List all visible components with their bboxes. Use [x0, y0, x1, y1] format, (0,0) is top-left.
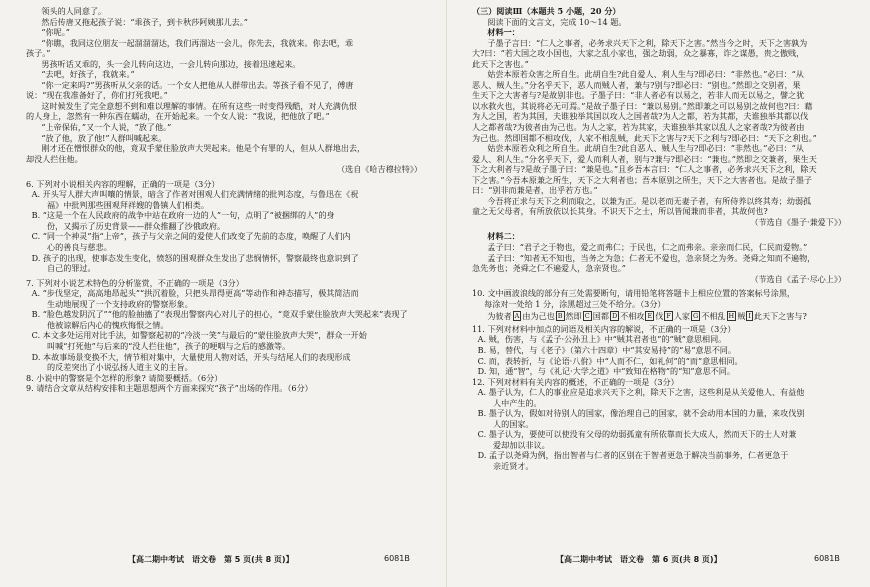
option: C. 墨子认为，要使可以使没有父母的幼弱孤童有所依靠而长大成人，然而天下的士人对兼 — [477, 429, 797, 440]
text-line: 却没人拦住他。 — [26, 153, 83, 164]
sentence-fragment: 国都 — [592, 311, 609, 322]
option-continued: 心的善良与慈悲。 — [47, 242, 112, 253]
right-page-code: 6081B — [814, 554, 840, 563]
question-6 — [26, 179, 426, 274]
story-text — [26, 6, 426, 164]
answer-box-g: G — [693, 312, 699, 321]
text-line: 的人身上，忽然有一种东西在蠕动，在开始起来。一个女人说：“我说，把他放了吧。” — [26, 111, 330, 122]
question-10-sentence — [472, 311, 850, 322]
material-1-source: （节选自《墨子·兼爱下》） — [750, 216, 846, 227]
option: C. “同一个神灵”指“上帝”，孩子与父亲之间的爱使人们改变了先前的态度，唤醒了人们内 — [31, 231, 351, 242]
text-line: 大?曰：“若大国之攻小国也，大家之乱小家也，强之劫弱，众之暴寡，诈之谋愚，贵之傲贱， — [472, 48, 805, 59]
text-line: 人之都者哉?为彼者由为己也。为人之家，若为其家，夫谁独举其家以乱人之家者哉?为彼者由 — [472, 122, 805, 133]
option-continued: 生动地展现了一个支持政府的警察形象。 — [47, 298, 193, 309]
option: B. “脸色越发阴沉了”“他的脸抽搐了”表现出警察内心对儿子的担心，“竟双手蒙住脸放声大哭起来”表现了 — [31, 309, 408, 320]
answer-box-d: D — [611, 312, 618, 321]
text-line: 童之无父母者，有所放依以长其身。不识天下之士，所以皆闻兼而非者，其故何也? — [472, 206, 768, 217]
text-line: 恶人、贼人生。”分名乎天下，恶人而贼人者，兼与?别与?即必曰：“别也。”然即之交别者，果 — [472, 79, 801, 90]
option-continued: 亲近贤才。 — [493, 460, 534, 471]
material-2-source: （节选自《孟子·尽心上》） — [750, 273, 846, 284]
text-line: 曰：“别非而兼是者，出乎若方也。” — [472, 185, 598, 196]
option-continued: 人的国家。 — [493, 418, 534, 429]
text-line: 姑尝本原若众害之所自生。此胡自生?此自爱人、利人生与?即必曰：“非然也。”必曰：“从 — [487, 69, 804, 80]
text-line: 今吾将正求与天下之利而取之，以兼为正。是以老而无妻子者，有所侍养以终其寿；幼弱孤 — [487, 195, 812, 206]
text-line: 领头的人同意了。 — [41, 6, 107, 16]
left-page-code: 6081B — [384, 554, 410, 563]
text-line: “去吧，好孩子，我就来。” — [41, 69, 135, 80]
question-stem: 6. 下列对小说相关内容的理解，正确的一项是（3分） — [26, 178, 220, 189]
answer-box-e: E — [647, 312, 653, 321]
left-footer: 【高二期中考试 语文卷 第 5 页(共 8 页)】 — [128, 555, 294, 564]
answer-box-c: C — [584, 312, 590, 321]
text-line: 为人之国，若为其国，夫谁独举其国以攻人之国者哉?为人之都，若为其都，夫谁独举其都以伐 — [472, 111, 809, 122]
text-line: 男孩听话又乖的，头一会儿转向这边，一会儿转向那边，接着迅速起来。 — [41, 58, 301, 69]
text-line: “你呢。” — [41, 27, 70, 38]
question-10-stem: 10. 文中画波浪线的部分有三处需要断句，请用铅笔将答题卡上相应位置的答案标号涂黑， — [472, 288, 796, 299]
option-continued: 叫喊“打死他”与后来的“没人拦住他”，孩子的哽咽与之后的感激等。 — [47, 340, 291, 351]
sentence-fragment: 伐 — [655, 311, 664, 322]
option-continued: 人中产生的。 — [493, 397, 542, 408]
sentence-fragment: 由为己也 — [522, 311, 555, 322]
option: B. “这是一个在人民政府的战争中站在政府一边的人”一句，点明了“被捆绑的人”的身 — [31, 210, 335, 221]
reading-instruction: 阅读下面的文言文，完成 10～14 题。 — [487, 16, 627, 27]
option-continued: 自己的罪过。 — [47, 263, 96, 274]
text-line: 下之大利者与?是故子墨子曰：“兼是也。”且乡吾本言曰：“仁人之事者，必务求兴天下之利，除天 — [472, 164, 817, 175]
text-line: 爱人、利人生。”分名乎天下，爱人而利人者，别与?兼与?即必曰：“兼也。”然即之交兼者，果生天 — [472, 153, 817, 164]
text-line: “你一定来吗?”男孩听从父亲的话。一个女人把他从人群带出去。等孩子看不见了，傅唐 — [41, 79, 354, 90]
sentence-fragment: 为彼者 — [487, 311, 512, 322]
text-line: 子墨子言曰：“仁人之事者，必务求兴天下之利，除天下之害。”然当今之时，天下之害孰为 — [487, 37, 808, 48]
option: B. 易，替代，与《老子》（第六十四章）中“其安易持”的“易”意思不同。 — [477, 344, 736, 355]
option: A. 开头写人群大声叫嚷的情景，暗含了作者对围观人们充满情绪的批判态度，与鲁迅在《祝 — [31, 189, 359, 200]
question-10 — [472, 288, 850, 322]
option-continued: 爱却加以非议。 — [493, 439, 550, 450]
right-footer: 【高二期中考试 语文卷 第 6 页(共 8 页)】 — [556, 555, 722, 564]
sentence-fragment: 人家 — [673, 311, 691, 322]
option-continued: 福》中批判那些围观拜祥嫂的鲁镇人们相类。 — [47, 199, 209, 210]
question-12 — [472, 377, 850, 472]
option: C. 本文多处运用对比手法，如警察起初的“冷淡一笑”与最后的“蒙住脸放声大哭”，群众一开始 — [31, 330, 367, 341]
sentence-fragment: 不相攻 — [620, 311, 645, 322]
option: A. 墨子认为，仁人的事业应是追求兴天下之利，除天下之害，这些利是从关爱他人、有益他 — [477, 387, 805, 398]
section-heading: （三）阅读Ⅲ（本题共 5 小题，20 分） — [472, 6, 621, 16]
text-line: 生天下之大害者与?是故别非也。子墨子曰：“非人者必有以易之，若非人而无以易之，譬之犹 — [472, 90, 805, 101]
text-line: 姑尝本原若众利之所自生。此胡自生?此自恶人、贼人生与?即必曰：“非然也。”必曰：“从 — [487, 143, 804, 154]
sentence-fragment: 不相乱 — [701, 311, 726, 322]
right-page — [472, 6, 850, 472]
text-line: 然后传唐又拖起孩子说：“乖孩子，到卡秋莎阿姨那儿去。” — [41, 16, 248, 27]
material-1-text — [472, 38, 850, 217]
option: D. 孩子的出现，使事态发生变化，愤怒的围观群众生发出了悲悯情怀，警察最终也意识到了 — [31, 252, 359, 263]
text-line: “你瞧，我同这位朋友一起溜溜溜达，我们再溜达一会儿，你先去，我就来。你去吧，乖 — [41, 37, 354, 48]
text-line: 急先务也；尧舜之仁不遍爱人，急亲贤也。” — [472, 263, 626, 274]
option: D. 孟子以尧舜为例，指出智者与仁者的区别在于智者更急于解决当前事务，仁者更急于 — [477, 450, 789, 461]
text-line: 这时候发生了完全意想不到和难以理解的事情。在所有这些一时变得残酷，对人充满仇恨 — [41, 100, 358, 111]
option-continued: 的反差突出了小说弘扬人道主义的主旨。 — [47, 362, 193, 373]
material-2-text — [472, 242, 850, 274]
question-9: 9. 请结合文章从结构安排和主题思想两个方面来探究“孩子”出场的作用。（6分） — [26, 383, 313, 394]
text-line: 刚才还在憎恨群众的他，竟双手蒙住脸放声大哭起来。他是个有罪的人，但从人群地出去， — [41, 143, 366, 154]
text-line: 以水救火也，其说将必无可焉。”是故子墨子曰：“兼以易别。”然即兼之可以易别之故何也?曰：藉 — [472, 100, 813, 111]
option-continued: 份，又揭示了历史背景——群众推翻了沙俄政府。 — [47, 220, 226, 231]
sentence-fragment: 然即 — [565, 311, 582, 322]
text-line: “放了他，放了他!”人群叫喊起来。 — [41, 132, 167, 143]
text-line: 此天下之害也。” — [472, 58, 529, 69]
option: A. 贼，伤害，与《孟子·公孙丑上》中“贼其君者也”的“贼”意思相同。 — [477, 334, 727, 345]
sentence-fragment: 贼 — [737, 311, 746, 322]
option: C. 而，表转折，与《论语·八佾》中“人而不仁，如礼何”的“而”意思相同。 — [477, 355, 743, 366]
text-line: 孟子曰：“知者无不知也，当务之为急；仁者无不爱也，急亲贤之为务。尧舜之知而不遍物， — [487, 252, 816, 263]
material-1-label: 材料一： — [487, 27, 520, 38]
question-stem: 11. 下列对材料中加点的词语及相关内容的解说，不正确的一项是（3分） — [472, 323, 736, 334]
text-line: 孩子。” — [26, 48, 51, 59]
answer-box-f: F — [666, 312, 671, 321]
text-line: 下之害。”今吾本原兼之所生，天下之大利者也；吾本原别之所生，天下之大害者也。是故子墨子 — [472, 174, 813, 185]
material-2-label: 材料二： — [487, 231, 520, 242]
option: D. 知，通“智”，与《礼记·大学之道》中“致知在格物”的“知”意思不同。 — [477, 366, 735, 377]
option-continued: 他被谅解后内心的愧疚悔恨之情。 — [47, 319, 169, 330]
text-line: 孟子曰：“君子之于物也，爱之而弗仁；于民也，仁之而弗亲。亲亲而仁民，仁民而爱物。” — [487, 242, 808, 253]
answer-box-b: B — [557, 312, 563, 321]
option: A. “步伐坚定，高高地昂起头”“拱沉着脸，只把头昂得更高”等动作和神态描写，极其简洁而 — [31, 288, 359, 299]
sentence-fragment: 此天下之害与? — [753, 311, 807, 322]
text-line: 为己也。然即国都不相攻伐，人家不相乱贼，此天下之害与?天下之利与?即必曰：“天下之利也。” — [472, 132, 817, 143]
question-stem: 12. 下列对材料有关内容的概述，不正确的一项是（3分） — [472, 376, 679, 387]
question-10-stem-2: 每涂对一处给 1 分，涂黑超过三处不给分。（3分） — [484, 298, 666, 309]
option: D. 本故事场景变换不大，情节相对集中，大量使用人物对话，开头与结尾人们的表现形成 — [31, 351, 351, 362]
option: B. 墨子认为，假如对待别人的国家，像治理自己的国家，就不会动用本国的力量，来攻伐别 — [477, 408, 805, 419]
question-stem: 7. 下列对小说艺术特色的分析鉴赏，不正确的一项是（3分） — [26, 277, 244, 288]
answer-box-a: A — [514, 312, 520, 321]
left-page — [26, 6, 426, 394]
question-8: 8. 小说中的警察是个怎样的形象? 请简要概括。（6分） — [26, 372, 223, 383]
story-source: （选自《哈吉穆拉特》） — [337, 164, 422, 175]
question-11 — [472, 324, 850, 377]
page-divider — [446, 0, 447, 587]
answer-box-i: I — [748, 312, 751, 321]
text-line: “上帝保佑，”又一个人说，“放了他。” — [41, 122, 172, 133]
question-7 — [26, 278, 426, 373]
text-line: 说：“现在我准备好了，你们打死我吧。” — [26, 90, 168, 101]
answer-box-h: H — [728, 312, 735, 321]
